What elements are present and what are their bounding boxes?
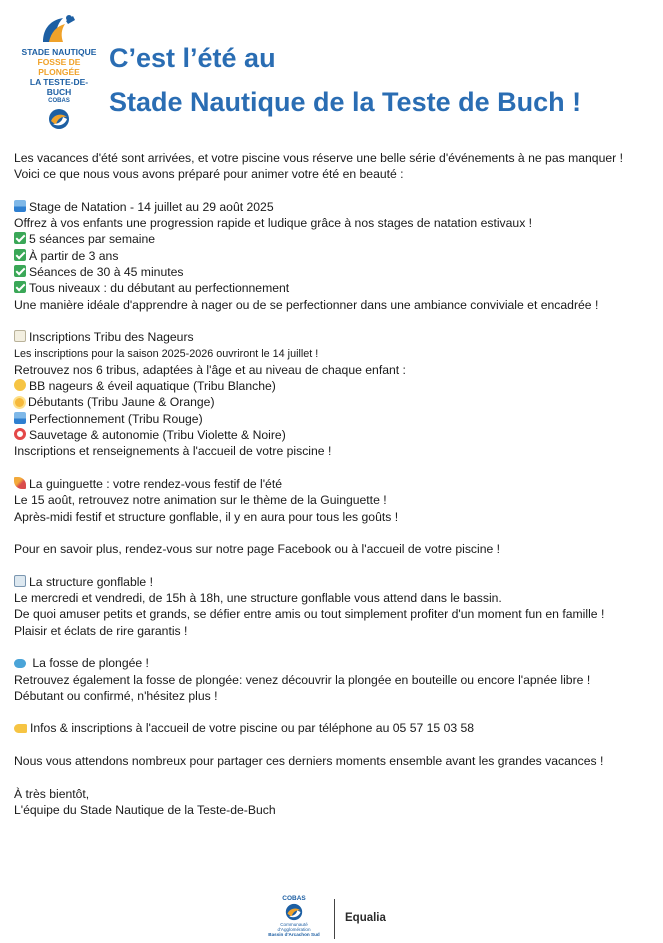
stage-item bbox=[14, 280, 649, 296]
cobas-title: COBAS bbox=[282, 895, 306, 902]
stage-heading bbox=[14, 199, 649, 215]
outro-text: Nous vous attendons nombreux pour partager ces derniers moments ensemble avant les grandes vacances ! bbox=[14, 753, 604, 768]
sun-icon bbox=[15, 398, 24, 407]
tribu-item-text: Débutants (Tribu Jaune & Orange) bbox=[28, 395, 215, 410]
tribu-note: Les inscriptions pour la saison 2025-2026 ouvriront le 14 juillet ! bbox=[14, 347, 319, 360]
stage-heading-text: Stage de Natation - 14 juillet au 29 août 2025 bbox=[29, 199, 274, 214]
water-slide-icon bbox=[14, 575, 26, 587]
gonflable-heading bbox=[14, 574, 649, 590]
guinguette-line: Après-midi festif et structure gonflable, il y en aura pour tous les goûts ! bbox=[14, 509, 399, 524]
footer-divider bbox=[334, 899, 335, 939]
footer-logos bbox=[266, 895, 396, 943]
signature-line: À très bientôt, bbox=[14, 786, 90, 801]
fosse-line: Débutant ou confirmé, n'hésitez plus ! bbox=[14, 688, 218, 703]
stage-item bbox=[14, 248, 649, 264]
stage-item bbox=[14, 264, 649, 280]
facebook-text: Pour en savoir plus, rendez-vous sur notre page Facebook ou à l'accueil de votre piscine ! bbox=[14, 542, 501, 557]
tribu-item bbox=[14, 378, 649, 394]
tribu-item-text: Perfectionnement (Tribu Rouge) bbox=[29, 411, 203, 426]
newsletter-body bbox=[14, 150, 649, 818]
title-line2: Stade Nautique de la Teste de Buch ! bbox=[109, 87, 582, 117]
cobas-swirl-icon bbox=[48, 108, 70, 130]
tribu-heading-text: Inscriptions Tribu des Nageurs bbox=[29, 330, 194, 345]
check-icon bbox=[14, 265, 26, 277]
swimmer-icon bbox=[14, 412, 26, 424]
cobas-swirl-icon bbox=[285, 903, 303, 921]
guinguette-heading bbox=[14, 476, 649, 492]
cobas-sub1: Communauté d'Agglomération bbox=[277, 922, 311, 932]
check-icon bbox=[14, 281, 26, 293]
pointing-hand-icon bbox=[14, 724, 27, 733]
logo-brand: COBAS bbox=[48, 98, 70, 104]
check-icon bbox=[14, 232, 26, 244]
diver-icon bbox=[39, 12, 79, 46]
guinguette-line: Le 15 août, retrouvez notre animation sur le thème de la Guinguette ! bbox=[14, 493, 387, 508]
stage-desc: Offrez à vos enfants une progression rapide et ludique grâce à nos stages de natation estivaux ! bbox=[14, 216, 533, 231]
stage-closing: Une manière idéale d'apprendre à nager ou de se perfectionner dans une ambiance conviviale et encadrée ! bbox=[14, 297, 599, 312]
stage-item-text: À partir de 3 ans bbox=[29, 248, 119, 263]
title-line1: C’est l’été au bbox=[109, 43, 276, 73]
tribu-item-text: Sauvetage & autonomie (Tribu Violette & Noire) bbox=[29, 428, 286, 443]
lifebuoy-icon bbox=[14, 428, 26, 440]
tribu-heading bbox=[14, 329, 649, 345]
tribu-closing: Inscriptions et renseignements à l'accueil de votre piscine ! bbox=[14, 444, 332, 459]
guinguette-heading-text: La guinguette : votre rendez-vous festif de l'été bbox=[29, 476, 283, 491]
stage-item-text: Tous niveaux : du débutant au perfectionnement bbox=[29, 281, 290, 296]
infos-line bbox=[14, 720, 649, 736]
stage-item-text: 5 séances par semaine bbox=[29, 232, 156, 247]
tribu-item bbox=[14, 427, 649, 443]
cobas-logo bbox=[266, 895, 322, 937]
party-popper-icon bbox=[14, 477, 26, 489]
fosse-line: Retrouvez également la fosse de plongée: venez découvrir la plongée en bouteille ou encore l'apnée libre ! bbox=[14, 672, 591, 687]
baby-face-icon bbox=[14, 379, 26, 391]
logo-line2: FOSSE DE PLONGÉE bbox=[37, 57, 81, 77]
gonflable-line: De quoi amuser petits et grands, se défier entre amis ou tout simplement profiter d'un moment fun en famille ! bbox=[14, 607, 605, 622]
memo-icon bbox=[14, 330, 26, 342]
logo-line1: STADE NAUTIQUE bbox=[21, 47, 97, 57]
gonflable-line: Plaisir et éclats de rire garantis ! bbox=[14, 623, 188, 638]
tribu-item bbox=[14, 411, 649, 427]
diving-mask-icon bbox=[14, 659, 26, 668]
intro-lead: Voici ce que nous vous avons préparé pour animer votre été en beauté : bbox=[14, 167, 404, 182]
cobas-sub2: Bassin d'Arcachon Sud bbox=[268, 932, 320, 937]
stade-nautique-logo bbox=[20, 12, 98, 124]
gonflable-line: Le mercredi et vendredi, de 15h à 18h, une structure gonflable vous attend dans le bassin. bbox=[14, 591, 502, 606]
gonflable-heading-text: La structure gonflable ! bbox=[29, 574, 153, 589]
signature-line: L'équipe du Stade Nautique de la Teste-de-Buch bbox=[14, 802, 276, 817]
page-title bbox=[109, 36, 581, 124]
tribu-item-text: BB nageurs & éveil aquatique (Tribu Blanche) bbox=[29, 379, 276, 394]
tribu-desc: Retrouvez nos 6 tribus, adaptées à l'âge et au niveau de chaque enfant : bbox=[14, 362, 406, 377]
tribu-item bbox=[14, 394, 649, 410]
swimmer-icon bbox=[14, 200, 26, 212]
fosse-heading bbox=[14, 655, 649, 671]
intro-paragraph: Les vacances d'été sont arrivées, et votre piscine vous réserve une belle série d'événements à ne pas manquer ! bbox=[14, 151, 623, 165]
stage-item bbox=[14, 231, 649, 247]
infos-text: Infos & inscriptions à l'accueil de votre piscine ou par téléphone au 05 57 15 03 58 bbox=[30, 721, 475, 736]
logo-line3: LA TESTE-DE-BUCH bbox=[29, 77, 89, 97]
check-icon bbox=[14, 249, 26, 261]
fosse-heading-text: La fosse de plongée ! bbox=[29, 656, 149, 671]
stage-item-text: Séances de 30 à 45 minutes bbox=[29, 265, 184, 280]
equalia-logo: Equalia bbox=[345, 912, 386, 924]
